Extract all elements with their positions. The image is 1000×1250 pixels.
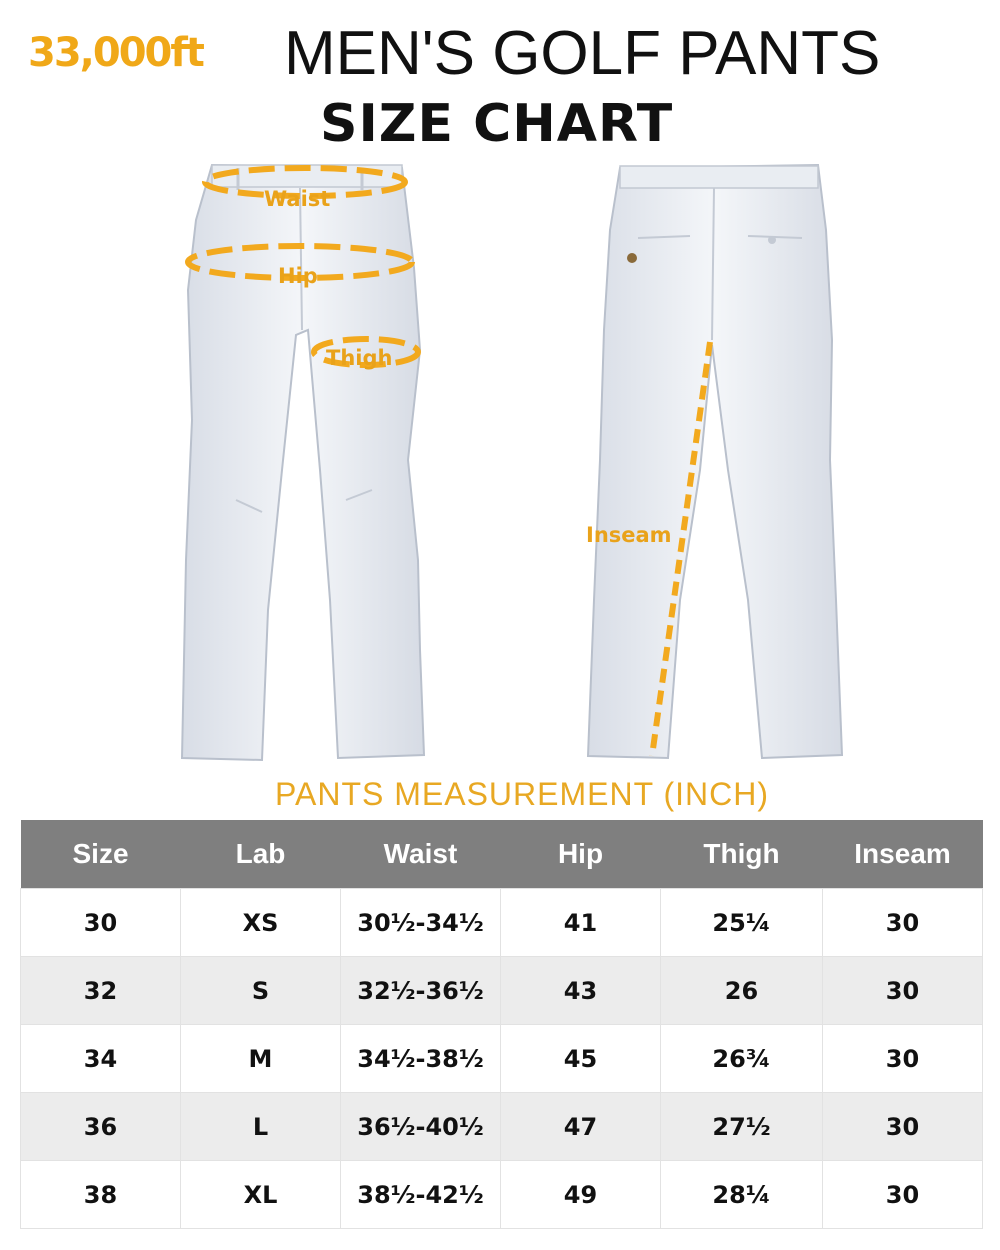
table-cell: 38 — [21, 1161, 181, 1229]
table-cell: 49 — [501, 1161, 661, 1229]
page-subtitle: SIZE CHART — [320, 94, 674, 154]
table-cell: 45 — [501, 1025, 661, 1093]
table-cell: 25¼ — [661, 889, 823, 957]
table-cell: 30 — [823, 1093, 983, 1161]
table-cell: 36 — [21, 1093, 181, 1161]
brand-logo: 33,000ft — [28, 30, 203, 76]
column-header-lab: Lab — [181, 820, 341, 889]
waist-label: Waist — [264, 187, 331, 211]
table-cell: S — [181, 957, 341, 1025]
table-cell: 30 — [823, 957, 983, 1025]
column-header-inseam: Inseam — [823, 820, 983, 889]
table-cell: 34 — [21, 1025, 181, 1093]
column-header-waist: Waist — [341, 820, 501, 889]
table-cell: 41 — [501, 889, 661, 957]
table-row — [21, 1161, 983, 1229]
table-row — [21, 1093, 983, 1161]
table-cell: L — [181, 1093, 341, 1161]
page-title: MEN'S GOLF PANTS — [284, 19, 881, 88]
table-cell: 30 — [823, 889, 983, 957]
table-cell: XS — [181, 889, 341, 957]
table-cell: XL — [181, 1161, 341, 1229]
column-header-thigh: Thigh — [661, 820, 823, 889]
table-cell: 36½-40½ — [341, 1093, 501, 1161]
inseam-label: Inseam — [586, 523, 672, 547]
table-cell: 47 — [501, 1093, 661, 1161]
table-cell: 27½ — [661, 1093, 823, 1161]
column-header-size: Size — [21, 820, 181, 889]
thigh-label: Thigh — [326, 346, 393, 370]
table-header-row — [21, 820, 983, 889]
table-cell: 30 — [21, 889, 181, 957]
column-header-hip: Hip — [501, 820, 661, 889]
table-cell: 30½-34½ — [341, 889, 501, 957]
table-cell: 34½-38½ — [341, 1025, 501, 1093]
table-row — [21, 1025, 983, 1093]
table-cell: M — [181, 1025, 341, 1093]
table-caption: PANTS MEASUREMENT (INCH) — [275, 776, 769, 812]
back-pants-image — [588, 165, 842, 758]
size-table — [20, 820, 983, 1229]
table-cell: 30 — [823, 1161, 983, 1229]
table-cell: 28¼ — [661, 1161, 823, 1229]
table-cell: 32½-36½ — [341, 957, 501, 1025]
table-row — [21, 889, 983, 957]
table-cell: 43 — [501, 957, 661, 1025]
table-cell: 32 — [21, 957, 181, 1025]
hip-label: Hip — [278, 264, 318, 288]
table-cell: 30 — [823, 1025, 983, 1093]
table-cell: 26¾ — [661, 1025, 823, 1093]
table-row — [21, 957, 983, 1025]
table-cell: 26 — [661, 957, 823, 1025]
table-cell: 38½-42½ — [341, 1161, 501, 1229]
